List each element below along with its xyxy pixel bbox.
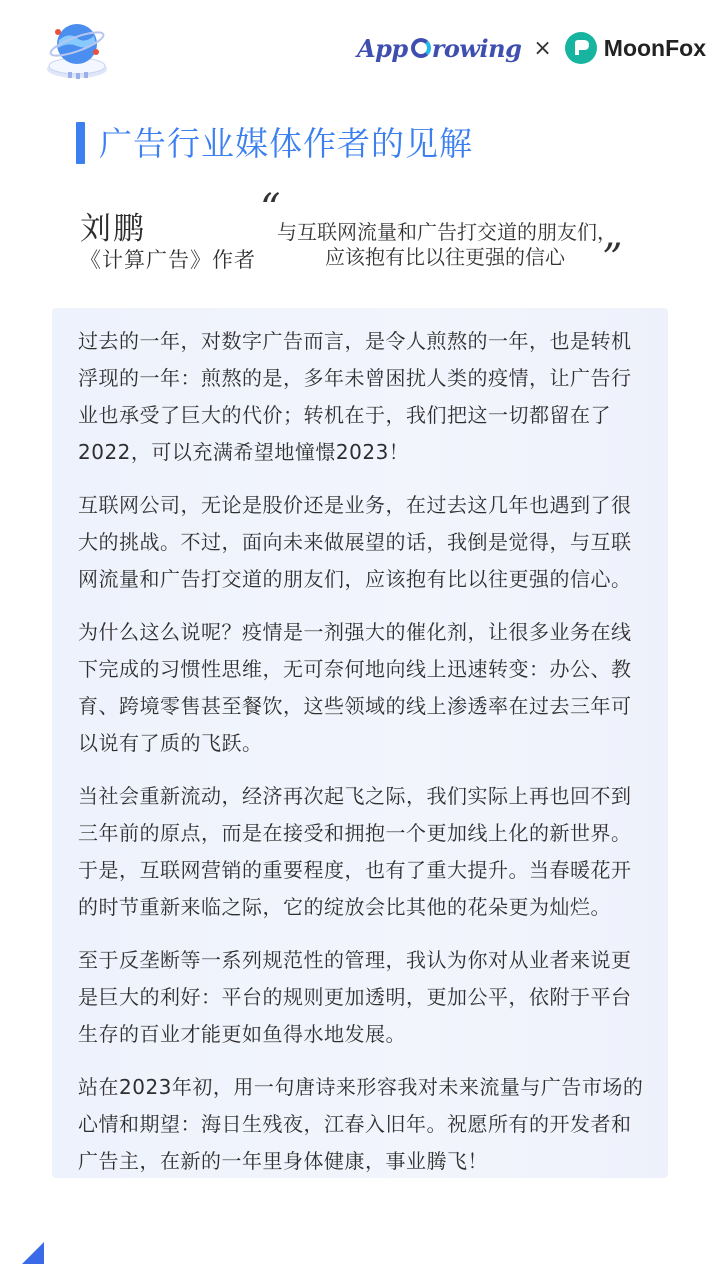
appgrowing-prefix: App	[357, 33, 408, 63]
moonfox-logo	[564, 31, 706, 65]
quote-line-2: 应该抱有比以往更强的信心	[325, 245, 565, 269]
brand-separator: ×	[533, 35, 552, 61]
article-paragraph-6: 站在2023年初，用一句唐诗来形容我对未来流量与广告市场的心情和期望：海日生残夜，江春入旧年。祝愿所有的开发者和广告主，在新的一年里身体健康，事业腾飞！	[78, 1075, 644, 1173]
article-paragraph-3: 为什么这么说呢？疫情是一剂强大的催化剂，让很多业务在线下完成的习惯性思维，无可奈何地向线上迅速转变：办公、教育、跨境零售甚至餐饮，这些领域的线上渗透率在过去三年可以说有了质的飞跃。	[78, 620, 632, 755]
appgrowing-logo	[357, 34, 521, 63]
article-card	[52, 308, 668, 1178]
article-paragraph-4: 当社会重新流动，经济再次起飞之际，我们实际上再也回不到三年前的原点，而是在接受和拥抱一个更加线上化的新世界。于是，互联网营销的重要程度，也有了重大提升。当春暖花开的时节重新来临之际，它的绽放会比其他的花朵更为灿烂。	[78, 784, 632, 919]
corner-triangle-icon	[22, 1242, 44, 1264]
moonfox-logo-icon	[564, 31, 598, 65]
quote-line-1: 与互联网流量和广告打交道的朋友们，	[277, 220, 617, 244]
quote-close-mark: ”	[602, 236, 623, 282]
section-title: 广告行业媒体作者的见解	[99, 124, 473, 163]
article-paragraph-5: 至于反垄断等一系列规范性的管理，我认为你对从业者来说更是巨大的利好：平台的规则更加透明，更加公平，依附于平台生存的百业才能更如鱼得水地发展。	[78, 948, 632, 1046]
author-name: 刘鹏	[80, 211, 146, 247]
article-paragraph-2: 互联网公司，无论是股价还是业务，在过去这几年也遇到了很大的挑战。不过，面向未来做展望的话，我倒是觉得，与互联网流量和广告打交道的朋友们，应该抱有比以往更强的信心。	[78, 493, 632, 591]
author-role: 《计算广告》作者	[80, 248, 256, 272]
section-title-accent-bar	[76, 122, 85, 164]
appgrowing-suffix: rowing	[431, 33, 522, 63]
globe-platform-icon	[44, 14, 110, 82]
quote-open-mark: “	[260, 186, 281, 232]
brand-logos	[357, 28, 706, 68]
article-body	[78, 323, 648, 1196]
article-paragraph-1: 过去的一年，对数字广告而言，是令人煎熬的一年，也是转机浮现的一年：煎熬的是，多年未曾困扰人类的疫情，让广告行业也承受了巨大的代价；转机在于，我们把这一切都留在了2022，可以充满希望地憧憬2023！	[78, 329, 632, 464]
appgrowing-g-icon	[411, 38, 431, 58]
moonfox-name: MoonFox	[603, 34, 706, 61]
